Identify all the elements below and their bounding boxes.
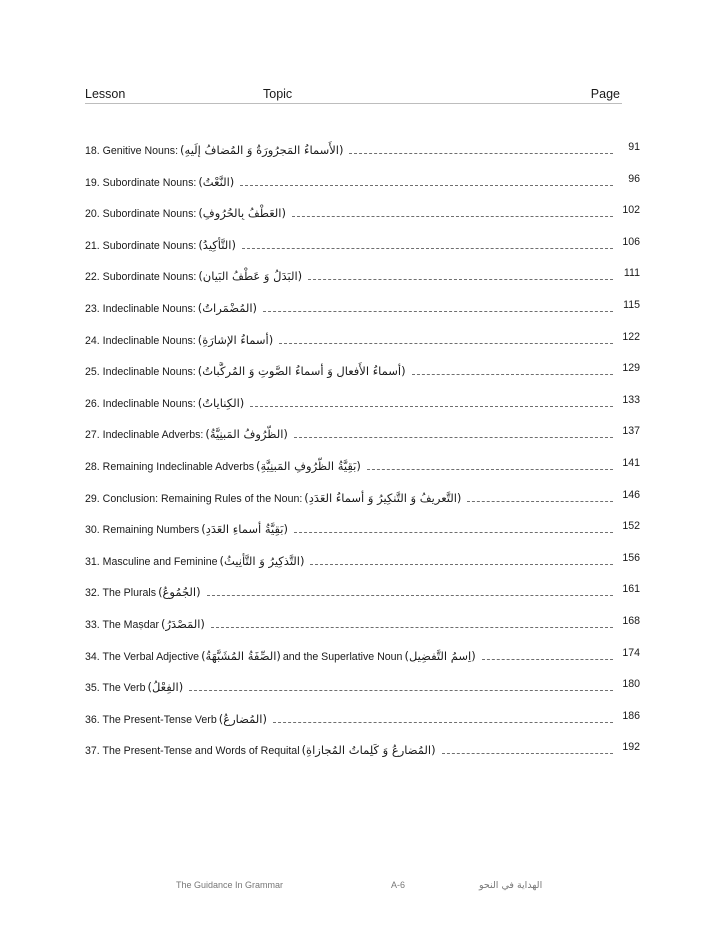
toc-entry <box>85 548 640 580</box>
toc-entry-arabic-title: (المُضْمَراتُ) <box>197 300 258 315</box>
toc-entry-title <box>85 520 614 536</box>
toc-entry-label: 18. Genitive Nouns: <box>85 145 179 157</box>
dotted-leader <box>240 185 613 186</box>
toc-entry-arabic-title: (المُضارِعُ) <box>218 711 267 726</box>
toc-entry-page-number: 146 <box>622 488 640 501</box>
toc-entry-page-number: 137 <box>622 425 640 438</box>
dotted-leader <box>349 153 613 154</box>
toc-entry-title <box>85 141 614 157</box>
toc-entry-title <box>85 678 614 694</box>
toc-entry-arabic-title: (العَطْفُ بِالحُرُوفِ) <box>198 206 286 221</box>
toc-entry-label: 28. Remaining Indeclinable Adverbs <box>85 460 255 473</box>
toc-entry-arabic-title: (الصِّفَةُ المُشَبَّهَةُ) <box>201 648 281 663</box>
footer-arabic-title: الهداية في النحو <box>479 880 543 891</box>
toc-entry-page-number: 180 <box>622 678 640 691</box>
dotted-leader <box>294 437 613 438</box>
toc-entry-title <box>85 647 614 663</box>
toc-entry-page-number: 168 <box>622 614 640 627</box>
toc-entry-title <box>85 331 614 347</box>
toc-entry <box>85 706 640 738</box>
toc-entry-label: 22. Subordinate Nouns: <box>85 271 197 284</box>
dotted-leader <box>242 248 613 249</box>
footer-page-number: A-6 <box>391 880 406 890</box>
dotted-leader <box>207 595 613 596</box>
toc-entry <box>85 611 640 643</box>
toc-entry <box>85 421 640 453</box>
dotted-leader <box>250 406 613 407</box>
toc-entry <box>85 453 640 485</box>
toc-entry-label: 20. Subordinate Nouns: <box>85 208 197 221</box>
toc-entry <box>85 516 640 548</box>
toc-entry-label: 26. Indeclinable Nouns: <box>85 397 196 410</box>
toc-entry-arabic-title: (التَّأكِيدُ) <box>198 237 236 252</box>
toc-entry-page-number: 161 <box>622 583 640 596</box>
toc-entry-label: 23. Indeclinable Nouns: <box>85 302 196 315</box>
toc-entry-title <box>85 236 614 252</box>
toc-entry-arabic-title: (الظُّرُوفُ المَبنِيَّةُ) <box>205 427 288 442</box>
dotted-leader <box>294 532 613 533</box>
toc-entry <box>85 643 640 675</box>
toc-entry <box>85 390 640 422</box>
dotted-leader <box>412 374 613 375</box>
toc-entry-page-number: 106 <box>622 235 640 248</box>
toc-entry-arabic-title: (التَّذكِيرُ وَ التَّأنِيثُ) <box>219 553 305 568</box>
toc-entry-title <box>85 741 614 757</box>
dotted-leader <box>308 279 613 280</box>
toc-entry-title <box>85 552 614 568</box>
toc-entry-title <box>85 583 614 599</box>
toc-entry-label: 21. Subordinate Nouns: <box>85 239 197 252</box>
toc-entry <box>85 358 640 390</box>
toc-entry-page-number: 111 <box>623 267 640 280</box>
toc-entry <box>85 137 640 169</box>
dotted-leader <box>273 722 613 723</box>
toc-entry-title <box>85 457 614 473</box>
toc-entry-page-number: 152 <box>622 520 640 533</box>
toc-entry-page-number: 96 <box>628 172 640 185</box>
toc-entry-title <box>85 710 614 726</box>
toc-entry-label: 37. The Present-Tense and Words of Requital <box>85 745 300 758</box>
footer-book-title: The Guidance In Grammar <box>176 880 284 890</box>
toc-entry-label: 35. The Verb <box>85 682 146 695</box>
toc-entry-arabic-title: (أسماءُ الإشارَةِ) <box>197 332 274 347</box>
toc-entry-page-number: 91 <box>628 141 640 153</box>
toc-entry-label: 33. The Maṣdar <box>85 618 160 631</box>
toc-entry-page-number: 192 <box>622 741 640 754</box>
toc-entry-title <box>85 267 614 283</box>
dotted-leader <box>263 311 613 312</box>
dotted-leader <box>189 690 613 691</box>
toc-entry-arabic-title: (البَدَلُ وَ عَطْفُ البَيانِ) <box>198 269 303 284</box>
toc-entry-title <box>85 362 614 378</box>
toc-entry-page-number: 102 <box>622 204 640 217</box>
toc-entry-title <box>85 425 614 441</box>
topic-column-header: Topic <box>263 87 293 101</box>
toc-entry-arabic-title: (الجُمُوعُ) <box>158 585 201 600</box>
toc-entry-label: 34. The Verbal Adjective <box>85 650 200 663</box>
toc-entry <box>85 200 640 232</box>
toc-entry-label: 27. Indeclinable Adverbs: <box>85 429 204 442</box>
toc-entry-arabic-title: (الأَسماءُ المَجرُورَةُ وَ المُضافُ إِلَيهِ) <box>180 143 344 157</box>
toc-entry-title <box>85 489 614 505</box>
toc-entry-arabic-title: (الفِعْلُ) <box>147 680 184 695</box>
table-of-contents <box>85 137 640 769</box>
toc-entry-page-number: 174 <box>622 646 640 659</box>
toc-entry <box>85 232 640 264</box>
toc-entry-page-number: 156 <box>622 551 640 564</box>
toc-entry <box>85 263 640 295</box>
toc-entry <box>85 737 640 769</box>
toc-entry-arabic-title: (التَّعرِيفُ وَ التَّنكِيرُ وَ أسماءُ العَدَدِ) <box>304 490 462 505</box>
toc-entry-page-number: 122 <box>622 330 640 343</box>
toc-entry-title <box>85 394 614 410</box>
toc-entry-title <box>85 173 614 189</box>
toc-header <box>85 85 622 104</box>
dotted-leader <box>279 343 613 344</box>
toc-entry <box>85 295 640 327</box>
toc-entry <box>85 674 640 706</box>
toc-entry <box>85 327 640 359</box>
toc-entry-label: 30. Remaining Numbers <box>85 524 200 537</box>
toc-entry-label: 31. Masculine and Feminine <box>85 555 218 568</box>
toc-entry-page-number: 115 <box>623 298 640 311</box>
toc-entry-title <box>85 615 614 631</box>
toc-entry-arabic-title: (المُضارِعُ وَ كَلِماتُ المُجازاةِ) <box>301 743 436 758</box>
toc-entry-label: 29. Conclusion: Remaining Rules of the Noun: <box>85 492 303 505</box>
toc-entry-arabic-title: (أسماءُ الأَفعالِ وَ أسماءُ الصَّوتِ وَ المُركَّباتُ) <box>197 364 406 379</box>
dotted-leader <box>467 501 613 502</box>
toc-entry-title <box>85 299 614 315</box>
toc-entry-page-number: 186 <box>622 709 640 722</box>
toc-entry-arabic-title: (المَصْدَرُ) <box>161 616 205 631</box>
toc-entry-page-number: 129 <box>622 362 640 375</box>
toc-entry-label: 24. Indeclinable Nouns: <box>85 334 196 347</box>
toc-entry-title <box>85 204 614 220</box>
toc-entry-arabic-title: (النَّعْتُ) <box>198 174 235 189</box>
dotted-leader <box>211 627 613 628</box>
toc-entry-label: 36. The Present-Tense Verb <box>85 713 217 726</box>
toc-entry <box>85 579 640 611</box>
dotted-leader <box>442 753 613 754</box>
dotted-leader <box>367 469 613 470</box>
dotted-leader <box>310 564 613 565</box>
toc-entry <box>85 485 640 517</box>
toc-entry-label: 25. Indeclinable Nouns: <box>85 366 196 379</box>
toc-entry-label: 32. The Plurals <box>85 587 157 600</box>
dotted-leader <box>292 216 613 217</box>
toc-entry-arabic-title: (بَقِيَّةُ الظُّرُوفِ المَبنِيَّةِ) <box>256 458 361 473</box>
toc-entry-arabic-title: (بَقِيَّةُ أسماءِ العَدَدِ) <box>201 522 288 537</box>
toc-entry-label-continued: and the Superlative Noun <box>282 650 403 663</box>
toc-entry-label: 19. Subordinate Nouns: <box>85 176 197 189</box>
toc-entry <box>85 169 640 201</box>
page-column-header: Page <box>590 87 620 101</box>
toc-entry-arabic-title: (الكِناياتُ) <box>197 395 245 410</box>
page-footer <box>0 880 728 894</box>
lesson-column-header: Lesson <box>85 87 126 101</box>
dotted-leader <box>482 659 613 660</box>
toc-entry-page-number: 133 <box>622 393 640 406</box>
toc-entry-arabic-title-2: (اِسمُ التَّفضِيلِ) <box>404 648 476 663</box>
toc-entry-page-number: 141 <box>622 456 640 469</box>
